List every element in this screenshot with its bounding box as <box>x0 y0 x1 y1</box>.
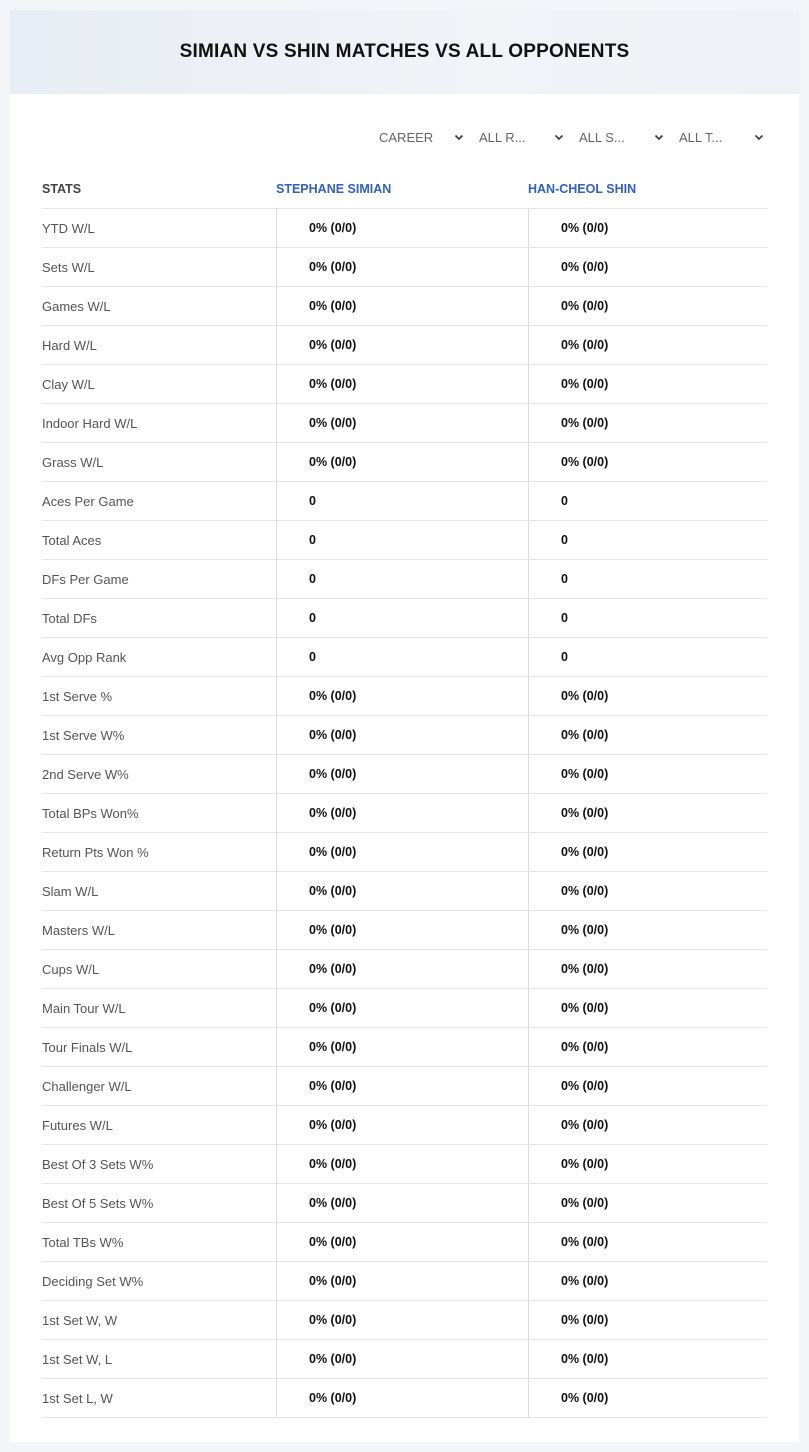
table-row <box>42 1340 767 1379</box>
player2-value: 0% (0/0) <box>528 326 767 364</box>
table-row <box>42 404 767 443</box>
stat-label: Games W/L <box>42 298 111 314</box>
stat-label: Slam W/L <box>42 883 99 899</box>
stats-card <box>10 10 799 1442</box>
stat-label: Deciding Set W% <box>42 1273 144 1289</box>
column-header-player1[interactable]: STEPHANE SIMIAN <box>276 182 392 196</box>
player1-value: 0% (0/0) <box>276 1223 528 1261</box>
player2-value: 0 <box>528 482 767 520</box>
player2-value: 0% (0/0) <box>528 911 767 949</box>
player1-value: 0% (0/0) <box>276 794 528 832</box>
stat-label: Total BPs Won% <box>42 805 139 821</box>
player2-value: 0% (0/0) <box>528 443 767 481</box>
player1-value: 0% (0/0) <box>276 911 528 949</box>
player1-value: 0% (0/0) <box>276 1340 528 1378</box>
filter-bar <box>375 127 765 147</box>
player2-value: 0% (0/0) <box>528 1223 767 1261</box>
player1-value: 0% (0/0) <box>276 833 528 871</box>
stat-label: Cups W/L <box>42 961 100 977</box>
table-row <box>42 638 767 677</box>
chevron-down-icon <box>553 131 565 143</box>
player1-value: 0% (0/0) <box>276 872 528 910</box>
stat-label: Hard W/L <box>42 337 97 353</box>
player1-value: 0% (0/0) <box>276 404 528 442</box>
table-body <box>42 209 767 1418</box>
stat-label: Sets W/L <box>42 259 95 275</box>
table-row <box>42 1223 767 1262</box>
table-row <box>42 365 767 404</box>
filter-period-select[interactable] <box>375 127 465 147</box>
player2-value: 0 <box>528 521 767 559</box>
stat-label: Main Tour W/L <box>42 1000 126 1016</box>
player2-value: 0% (0/0) <box>528 794 767 832</box>
table-row <box>42 248 767 287</box>
stat-label: 1st Set W, L <box>42 1351 113 1367</box>
stat-label: Challenger W/L <box>42 1078 132 1094</box>
stat-label: Best Of 5 Sets W% <box>42 1195 154 1211</box>
filter-label: ALL S... <box>579 129 625 145</box>
table-row <box>42 1028 767 1067</box>
player2-value: 0% (0/0) <box>528 1301 767 1339</box>
page-title: SIMIAN VS SHIN MATCHES VS ALL OPPONENTS <box>179 41 630 62</box>
stat-label: Return Pts Won % <box>42 844 149 860</box>
table-row <box>42 326 767 365</box>
filter-label: ALL R... <box>479 129 526 145</box>
player1-value: 0% (0/0) <box>276 755 528 793</box>
stat-label: Tour Finals W/L <box>42 1039 133 1055</box>
player1-value: 0 <box>276 638 528 676</box>
stat-label: Aces Per Game <box>42 493 134 509</box>
table-row <box>42 521 767 560</box>
table-row <box>42 1145 767 1184</box>
stat-label: 2nd Serve W% <box>42 766 129 782</box>
player1-value: 0 <box>276 482 528 520</box>
table-row <box>42 677 767 716</box>
player2-value: 0% (0/0) <box>528 989 767 1027</box>
table-row <box>42 950 767 989</box>
table-row <box>42 482 767 521</box>
player2-value: 0% (0/0) <box>528 755 767 793</box>
stat-label: 1st Set L, W <box>42 1390 113 1406</box>
table-row <box>42 1379 767 1418</box>
player2-value: 0 <box>528 638 767 676</box>
filter-label: CAREER <box>379 129 434 145</box>
table-row <box>42 1106 767 1145</box>
stat-label: Masters W/L <box>42 922 115 938</box>
player2-value: 0% (0/0) <box>528 1106 767 1144</box>
table-row <box>42 911 767 950</box>
table-row <box>42 1184 767 1223</box>
player2-value: 0% (0/0) <box>528 287 767 325</box>
table-row <box>42 755 767 794</box>
column-header-stats: STATS <box>42 182 82 196</box>
player1-value: 0% (0/0) <box>276 209 528 247</box>
player2-value: 0% (0/0) <box>528 1028 767 1066</box>
player2-value: 0% (0/0) <box>528 404 767 442</box>
player1-value: 0% (0/0) <box>276 989 528 1027</box>
player1-value: 0% (0/0) <box>276 287 528 325</box>
player1-value: 0% (0/0) <box>276 326 528 364</box>
player2-value: 0% (0/0) <box>528 365 767 403</box>
player2-value: 0% (0/0) <box>528 872 767 910</box>
stat-label: Total TBs W% <box>42 1234 124 1250</box>
table-row <box>42 1067 767 1106</box>
player1-value: 0% (0/0) <box>276 1067 528 1105</box>
player2-value: 0% (0/0) <box>528 716 767 754</box>
player2-value: 0% (0/0) <box>528 677 767 715</box>
stat-label: 1st Serve W% <box>42 727 125 743</box>
stat-label: DFs Per Game <box>42 571 129 587</box>
table-row <box>42 716 767 755</box>
player1-value: 0 <box>276 521 528 559</box>
stat-label: Futures W/L <box>42 1117 113 1133</box>
stat-label: Total Aces <box>42 532 102 548</box>
table-row <box>42 989 767 1028</box>
player2-value: 0% (0/0) <box>528 1184 767 1222</box>
table-row <box>42 1301 767 1340</box>
player2-value: 0% (0/0) <box>528 1262 767 1300</box>
player1-value: 0% (0/0) <box>276 443 528 481</box>
filter-round-select[interactable] <box>475 127 565 147</box>
player2-value: 0% (0/0) <box>528 1379 767 1417</box>
table-row <box>42 287 767 326</box>
player1-value: 0% (0/0) <box>276 1301 528 1339</box>
table-header <box>42 170 767 209</box>
player1-value: 0% (0/0) <box>276 950 528 988</box>
stat-label: Indoor Hard W/L <box>42 415 138 431</box>
player2-value: 0% (0/0) <box>528 1067 767 1105</box>
stat-label: Grass W/L <box>42 454 104 470</box>
stat-label: 1st Set W, W <box>42 1312 118 1328</box>
player2-value: 0% (0/0) <box>528 1145 767 1183</box>
player1-value: 0% (0/0) <box>276 1379 528 1417</box>
player1-value: 0 <box>276 560 528 598</box>
player1-value: 0% (0/0) <box>276 1262 528 1300</box>
column-header-player2[interactable]: HAN-CHEOL SHIN <box>528 182 637 196</box>
filter-label: ALL T... <box>679 129 723 145</box>
card-header <box>10 10 799 94</box>
player2-value: 0% (0/0) <box>528 950 767 988</box>
table-row <box>42 209 767 248</box>
player1-value: 0% (0/0) <box>276 1145 528 1183</box>
stat-label: YTD W/L <box>42 220 95 236</box>
player1-value: 0% (0/0) <box>276 677 528 715</box>
player2-value: 0% (0/0) <box>528 1340 767 1378</box>
player2-value: 0 <box>528 599 767 637</box>
table-row <box>42 794 767 833</box>
player1-value: 0% (0/0) <box>276 1106 528 1144</box>
stat-label: Clay W/L <box>42 376 95 392</box>
table-row <box>42 872 767 911</box>
player2-value: 0% (0/0) <box>528 209 767 247</box>
table-row <box>42 1262 767 1301</box>
stat-label: Avg Opp Rank <box>42 649 127 665</box>
stat-label: 1st Serve % <box>42 688 113 704</box>
chevron-down-icon <box>753 131 765 143</box>
stats-table <box>42 170 767 1418</box>
table-row <box>42 599 767 638</box>
table-row <box>42 443 767 482</box>
player2-value: 0 <box>528 560 767 598</box>
stat-label: Best Of 3 Sets W% <box>42 1156 154 1172</box>
player2-value: 0% (0/0) <box>528 248 767 286</box>
stat-label: Total DFs <box>42 610 97 626</box>
player1-value: 0% (0/0) <box>276 248 528 286</box>
filter-tournament-select[interactable] <box>675 127 765 147</box>
filter-surface-select[interactable] <box>575 127 665 147</box>
player1-value: 0 <box>276 599 528 637</box>
table-row <box>42 560 767 599</box>
player1-value: 0% (0/0) <box>276 716 528 754</box>
player1-value: 0% (0/0) <box>276 1028 528 1066</box>
player1-value: 0% (0/0) <box>276 1184 528 1222</box>
table-row <box>42 833 767 872</box>
chevron-down-icon <box>453 131 465 143</box>
player1-value: 0% (0/0) <box>276 365 528 403</box>
chevron-down-icon <box>653 131 665 143</box>
player2-value: 0% (0/0) <box>528 833 767 871</box>
